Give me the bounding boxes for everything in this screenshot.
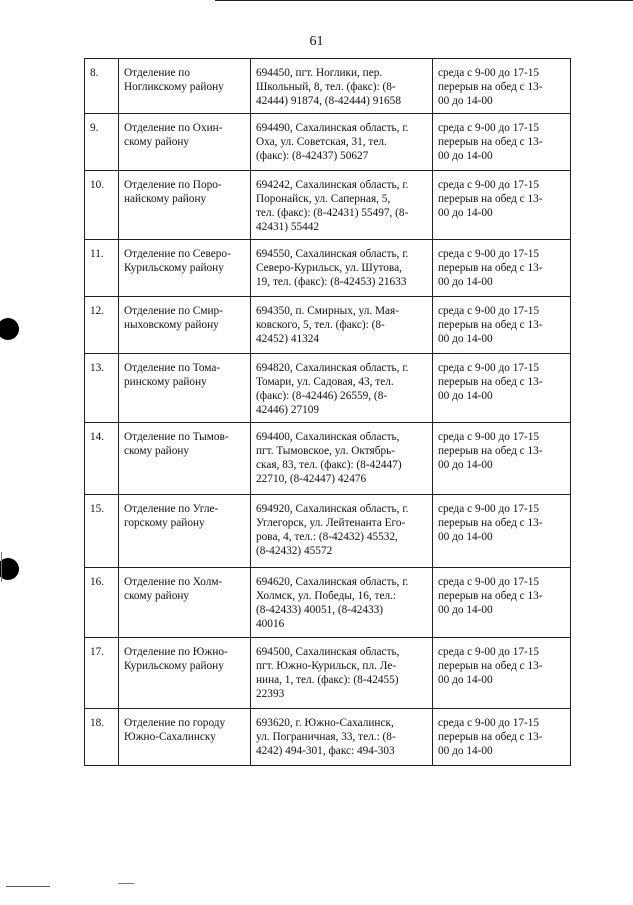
hours-line: 00 до 14-00 [438, 207, 493, 219]
department-line: горскому району [124, 517, 205, 529]
address-cell [251, 59, 433, 114]
hours-line: среда с 9-00 до 17-15 [438, 122, 540, 134]
address-line: 42452) 41324 [256, 333, 320, 345]
hours-line: перерыв на обед с 13- [438, 376, 543, 388]
address-line: 42444) 91874, (8-42444) 91658 [256, 95, 401, 107]
address-line: (факс): (8-42446) 26559, (8- [256, 390, 388, 402]
address-line: Томари, ул. Садовая, 43, тел. [256, 376, 394, 388]
address-line: 694450, пгт. Ноглики, пер. [256, 67, 383, 79]
hours-cell [433, 568, 571, 638]
hours-cell [433, 171, 571, 240]
table-row [85, 354, 571, 423]
hours-cell [433, 59, 571, 114]
hours-line: 00 до 14-00 [438, 390, 493, 402]
address-line: 694400, Сахалинская область, [256, 431, 400, 443]
page-number: 61 [309, 34, 324, 49]
address-cell [251, 354, 433, 423]
hours-line: среда с 9-00 до 17-15 [438, 503, 540, 515]
hours-line: перерыв на обед с 13- [438, 193, 543, 205]
row-number: 15. [85, 495, 119, 568]
department-cell [119, 423, 251, 495]
address-line: пгт. Южно-Курильск, пл. Ле- [256, 660, 397, 672]
department-line: скому району [124, 445, 190, 457]
hours-line: среда с 9-00 до 17-15 [438, 248, 540, 260]
table-row [85, 423, 571, 495]
scan-bottom-rule-short [118, 883, 134, 884]
department-cell [119, 638, 251, 709]
department-line: найскому району [124, 193, 207, 205]
address-cell [251, 423, 433, 495]
address-line: ул. Пограничная, 33, тел.: (8- [256, 731, 396, 743]
department-line: Отделение по Холм- [124, 576, 223, 588]
address-line: 694242, Сахалинская область, г. [256, 179, 409, 191]
address-cell [251, 171, 433, 240]
hours-cell [433, 297, 571, 354]
hours-line: перерыв на обед с 13- [438, 590, 543, 602]
address-line: 694350, п. Смирных, ул. Мая- [256, 305, 399, 317]
department-line: ныховскому району [124, 319, 219, 331]
department-line: Отделение по Тымов- [124, 431, 229, 443]
row-number: 17. [85, 638, 119, 709]
row-number: 16. [85, 568, 119, 638]
hours-cell [433, 240, 571, 297]
address-line: (8-42432) 45572 [256, 545, 333, 557]
department-line: Отделение по [124, 67, 190, 79]
hours-line: 00 до 14-00 [438, 333, 493, 345]
address-line: ская, 83, тел. (факс): (8-42447) [256, 459, 402, 471]
address-cell [251, 638, 433, 709]
hours-line: среда с 9-00 до 17-15 [438, 67, 540, 79]
address-line: 22393 [256, 688, 285, 700]
hours-line: 00 до 14-00 [438, 674, 493, 686]
department-line: Курильскому району [124, 660, 224, 672]
row-number: 10. [85, 171, 119, 240]
department-cell [119, 495, 251, 568]
hours-cell [433, 638, 571, 709]
table-row [85, 114, 571, 171]
department-cell [119, 171, 251, 240]
table-row [85, 568, 571, 638]
address-cell [251, 297, 433, 354]
row-number: 11. [85, 240, 119, 297]
hours-line: среда с 9-00 до 17-15 [438, 305, 540, 317]
row-number: 8. [85, 59, 119, 114]
hours-line: 00 до 14-00 [438, 276, 493, 288]
department-line: Отделение по Смир- [124, 305, 223, 317]
hours-line: 00 до 14-00 [438, 95, 493, 107]
department-cell [119, 59, 251, 114]
hours-line: среда с 9-00 до 17-15 [438, 431, 540, 443]
hours-line: среда с 9-00 до 17-15 [438, 576, 540, 588]
scan-edge-mark [1, 552, 2, 582]
row-number: 13. [85, 354, 119, 423]
department-line: Ногликскому району [124, 81, 224, 93]
department-line: Отделение по Южно- [124, 646, 228, 658]
department-cell [119, 354, 251, 423]
address-line: 694500, Сахалинская область, [256, 646, 400, 658]
address-line: Холмск, ул. Победы, 16, тел.: [256, 590, 397, 602]
punch-hole-top [0, 318, 19, 340]
hours-line: перерыв на обед с 13- [438, 517, 543, 529]
address-line: Углегорск, ул. Лейтенанта Его- [256, 517, 406, 529]
hours-cell [433, 354, 571, 423]
hours-line: перерыв на обед с 13- [438, 319, 543, 331]
department-line: Отделение по Тома- [124, 362, 221, 374]
address-line: 42431) 55442 [256, 221, 320, 233]
hours-line: среда с 9-00 до 17-15 [438, 362, 540, 374]
row-number: 18. [85, 709, 119, 766]
department-line: Южно-Сахалинску [124, 731, 216, 743]
hours-line: среда с 9-00 до 17-15 [438, 179, 540, 191]
address-cell [251, 568, 433, 638]
row-number: 12. [85, 297, 119, 354]
hours-line: перерыв на обед с 13- [438, 136, 543, 148]
hours-line: перерыв на обед с 13- [438, 660, 543, 672]
hours-line: 00 до 14-00 [438, 745, 493, 757]
departments-table-body [85, 59, 571, 766]
department-line: Отделение по Северо- [124, 248, 231, 260]
address-line: 19, тел. (факс): (8-42453) 21633 [256, 276, 407, 288]
departments-table [84, 58, 571, 766]
address-line: Оха, ул. Советская, 31, тел. [256, 136, 387, 148]
hours-line: перерыв на обед с 13- [438, 731, 543, 743]
department-line: Курильскому району [124, 262, 224, 274]
department-line: скому району [124, 136, 190, 148]
table-row [85, 171, 571, 240]
department-cell [119, 568, 251, 638]
row-number: 14. [85, 423, 119, 495]
address-line: (факс): (8-42437) 50627 [256, 150, 369, 162]
hours-line: перерыв на обед с 13- [438, 81, 543, 93]
address-line: 694820, Сахалинская область, г. [256, 362, 409, 374]
address-line: 694490, Сахалинская область, г. [256, 122, 409, 134]
hours-cell [433, 709, 571, 766]
table-row [85, 240, 571, 297]
address-line: пгт. Тымовское, ул. Октябрь- [256, 445, 396, 457]
hours-cell [433, 114, 571, 171]
address-line: (8-42433) 40051, (8-42433) [256, 604, 384, 616]
address-line: 694620, Сахалинская область, г. [256, 576, 409, 588]
address-line: нина, 1, тел. (факс): (8-42455) [256, 674, 399, 686]
address-line: Школьный, 8, тел. (факс): (8- [256, 81, 396, 93]
hours-line: 00 до 14-00 [438, 531, 493, 543]
department-line: Отделение по городу [124, 717, 226, 729]
department-cell [119, 240, 251, 297]
hours-line: среда с 9-00 до 17-15 [438, 646, 540, 658]
hours-line: перерыв на обед с 13- [438, 445, 543, 457]
hours-cell [433, 423, 571, 495]
address-line: Поронайск, ул. Саперная, 5, [256, 193, 391, 205]
address-line: 42446) 27109 [256, 404, 320, 416]
hours-cell [433, 495, 571, 568]
table-row [85, 638, 571, 709]
department-line: Отделение по Угле- [124, 503, 219, 515]
punch-hole-bottom [0, 558, 19, 580]
address-line: 694550, Сахалинская область, г. [256, 248, 409, 260]
hours-line: перерыв на обед с 13- [438, 262, 543, 274]
row-number: 9. [85, 114, 119, 171]
table-row [85, 495, 571, 568]
address-line: ковского, 5, тел. (факс): (8- [256, 319, 385, 331]
address-line: 40016 [256, 618, 285, 630]
hours-line: 00 до 14-00 [438, 604, 493, 616]
top-rule [215, 0, 633, 1]
address-line: 693620, г. Южно-Сахалинск, [256, 717, 394, 729]
address-cell [251, 240, 433, 297]
department-line: ринскому району [124, 376, 207, 388]
table-row [85, 709, 571, 766]
table-row [85, 297, 571, 354]
hours-line: 00 до 14-00 [438, 150, 493, 162]
department-cell [119, 709, 251, 766]
address-line: тел. (факс): (8-42431) 55497, (8- [256, 207, 409, 219]
address-line: Северо-Курильск, ул. Шутова, [256, 262, 402, 274]
hours-line: среда с 9-00 до 17-15 [438, 717, 540, 729]
scan-bottom-rule [6, 886, 50, 887]
department-cell [119, 297, 251, 354]
table-row [85, 59, 571, 114]
address-cell [251, 495, 433, 568]
address-line: 694920, Сахалинская область, г. [256, 503, 409, 515]
department-cell [119, 114, 251, 171]
department-line: Отделение по Поро- [124, 179, 222, 191]
address-line: 22710, (8-42447) 42476 [256, 473, 367, 485]
hours-line: 00 до 14-00 [438, 459, 493, 471]
department-line: скому району [124, 590, 190, 602]
address-line: рова, 4, тел.: (8-42432) 45532, [256, 531, 398, 543]
address-line: 4242) 494-301, факс: 494-303 [256, 745, 395, 757]
address-cell [251, 114, 433, 171]
address-cell [251, 709, 433, 766]
department-line: Отделение по Охин- [124, 122, 223, 134]
